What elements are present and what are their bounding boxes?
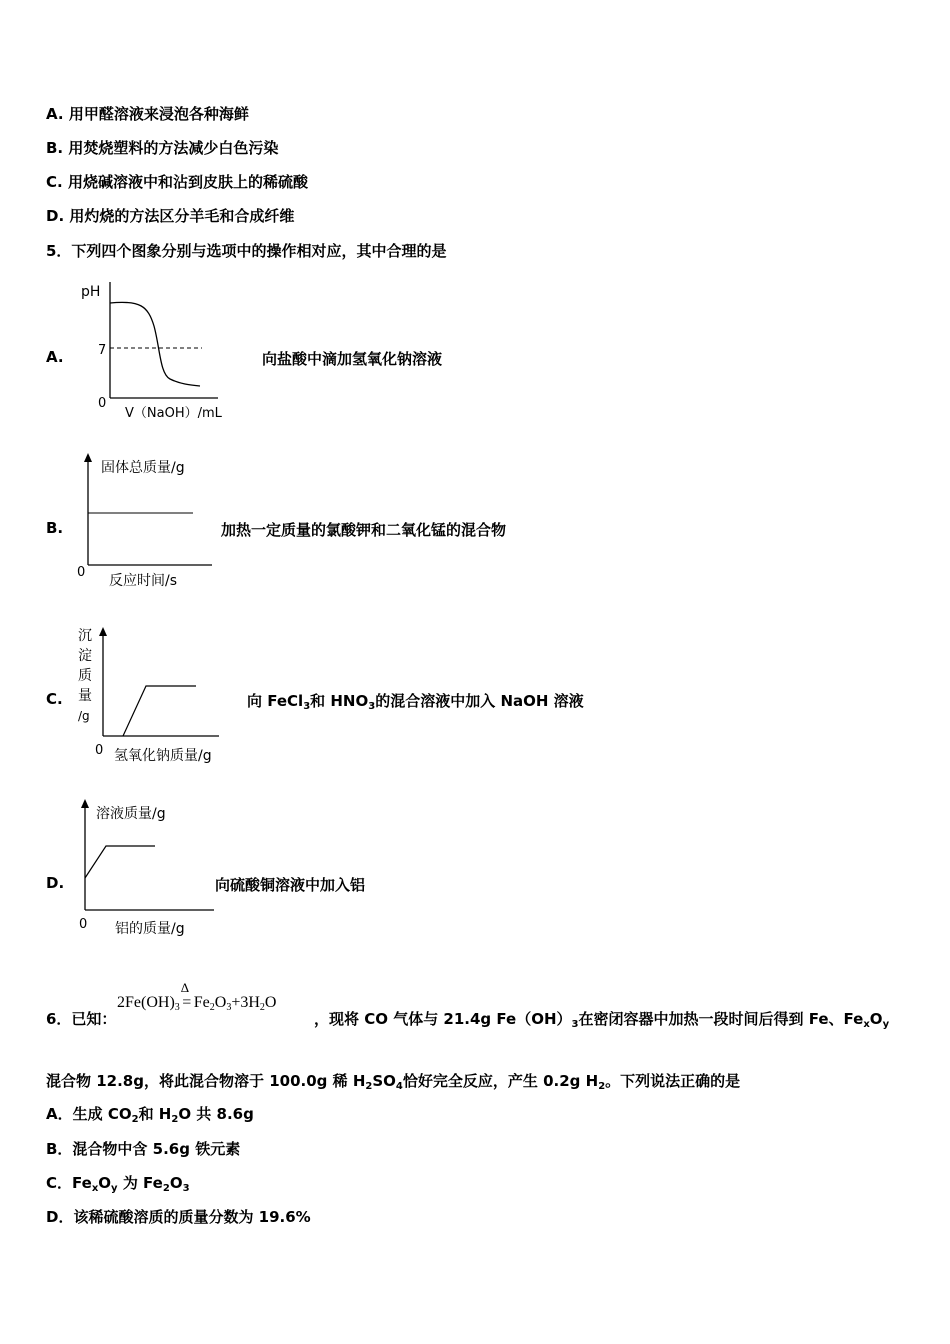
- q5-a-desc: 向盐酸中滴加氢氧化钠溶液: [262, 350, 443, 368]
- q5-c-letter: C.: [46, 690, 63, 708]
- option-part: A．生成 CO: [46, 1105, 132, 1123]
- option-text: 用灼烧的方法区分羊毛和合成纤维: [69, 207, 295, 225]
- eq-condition: Δ: [180, 980, 190, 995]
- option-text: 用烧碱溶液中和沾到皮肤上的稀硫酸: [67, 173, 308, 191]
- option-text: 用焚烧塑料的方法减少白色污染: [68, 139, 279, 157]
- y-axis-arrow: [99, 627, 107, 636]
- eq-part: O: [214, 994, 227, 1011]
- y-axis-arrow: [81, 799, 89, 808]
- q6-equation: [117, 980, 277, 1013]
- eq-arrow: [180, 980, 194, 1012]
- y-axis-arrow: [84, 453, 92, 462]
- q6-stem-line1: [314, 1008, 889, 1030]
- option-letter: C.: [46, 173, 63, 191]
- option-sub: y: [111, 1183, 118, 1194]
- option-letter: A.: [46, 105, 64, 123]
- precipitate-line: [123, 686, 196, 736]
- origin-label: 0: [77, 565, 86, 580]
- stem-part: 混合物 12.8g，将此混合物溶于 100.0g 稀 H: [46, 1072, 366, 1090]
- stem-part: 。下列说法正确的是: [605, 1072, 741, 1090]
- option-part: O: [169, 1174, 183, 1192]
- q6-option-d: D．该稀硫酸溶质的质量分数为 19.6%: [46, 1208, 311, 1226]
- y-label-char-1: 沉: [78, 628, 92, 644]
- y-axis-label: pH: [81, 284, 101, 300]
- eq-sub: 2: [209, 1002, 215, 1013]
- desc-part: 向 FeCl: [247, 692, 304, 710]
- q5-d-graph: [70, 796, 240, 941]
- q5-a-letter: A.: [46, 348, 64, 366]
- stem-sub: x: [863, 1019, 870, 1030]
- option-part: O: [98, 1174, 112, 1192]
- eq-part: Fe: [193, 994, 210, 1011]
- x-axis-label: 氢氧化钠质量/g: [114, 748, 212, 764]
- option-sub: x: [91, 1183, 99, 1194]
- desc-part: 和 HNO: [310, 692, 369, 710]
- q4-option-b: [46, 137, 278, 158]
- q5-b-graph: [70, 452, 240, 592]
- y-axis-label: 溶液质量/g: [96, 806, 166, 822]
- eq-equals: =: [182, 994, 192, 1011]
- option-sub: 3: [182, 1183, 190, 1194]
- stem-part: SO: [372, 1072, 396, 1090]
- option-part: O 共 8.6g: [178, 1105, 254, 1123]
- y-axis-label: 固体总质量/g: [101, 460, 185, 476]
- y-label-char-4: 量: [78, 688, 92, 704]
- eq-sub: 3: [226, 1002, 232, 1013]
- q4-option-a: [46, 103, 249, 124]
- q6-stem-line2: [46, 1070, 740, 1092]
- x-axis-label: 铝的质量/g: [115, 921, 185, 937]
- q6-option-c: [46, 1172, 190, 1194]
- q6-option-b: B．混合物中含 5.6g 铁元素: [46, 1140, 241, 1158]
- q5-c-desc: [247, 690, 584, 712]
- y-label-char-2: 淀: [78, 648, 92, 664]
- desc-sub: 3: [368, 701, 376, 712]
- option-sub: 2: [162, 1183, 170, 1194]
- q5-b-desc: 加热一定质量的氯酸钾和二氧化锰的混合物: [221, 521, 507, 539]
- origin-label: 0: [79, 917, 88, 932]
- eq-sub: 2: [259, 1002, 265, 1013]
- x-axis-label: 反应时间/s: [109, 573, 178, 589]
- option-part: C．Fe: [46, 1174, 92, 1192]
- stem-part: 恰好完全反应，产生 0.2g H: [402, 1072, 599, 1090]
- q5-d-letter: D.: [46, 874, 65, 892]
- stem-sub: 4: [395, 1081, 403, 1092]
- option-letter: B.: [46, 139, 64, 157]
- q4-option-c: [46, 171, 308, 192]
- eq-part: 2Fe(OH): [117, 994, 175, 1011]
- q5-b-letter: B.: [46, 519, 64, 537]
- q4-option-d: [46, 205, 294, 226]
- stem-sub: 2: [365, 1081, 373, 1092]
- desc-sub: 3: [303, 701, 311, 712]
- y-label-char-3: 质: [78, 668, 92, 684]
- stem-part: 在密闭容器中加热一段时间后得到 Fe、Fe: [578, 1010, 864, 1028]
- eq-part: +3H: [231, 994, 260, 1011]
- q5-c-graph: [72, 620, 247, 770]
- y-tick-7: 7: [98, 343, 107, 358]
- stem-sub: 2: [598, 1081, 606, 1092]
- option-part: 为 Fe: [122, 1174, 163, 1192]
- q6-number: 6．已知：: [46, 1010, 117, 1028]
- q5-d-desc: 向硫酸铜溶液中加入铝: [215, 876, 366, 894]
- option-letter: D.: [46, 207, 65, 225]
- ph-curve: [110, 302, 200, 386]
- stem-sub: y: [882, 1019, 890, 1030]
- stem-sub: 3: [571, 1019, 579, 1030]
- option-sub: 2: [171, 1114, 179, 1125]
- option-part: 和 H: [138, 1105, 172, 1123]
- x-axis-label: V（NaOH）/mL: [125, 406, 222, 421]
- option-sub: 2: [131, 1114, 139, 1125]
- eq-part: O: [264, 994, 277, 1011]
- solution-mass-line: [85, 846, 155, 878]
- option-text: 用甲醛溶液来浸泡各种海鲜: [68, 105, 249, 123]
- eq-sub: 3: [174, 1002, 180, 1013]
- q5-stem: 5．下列四个图象分别与选项中的操作相对应，其中合理的是: [46, 242, 447, 260]
- y-label-char-5: /g: [78, 709, 90, 723]
- stem-part: O: [869, 1010, 883, 1028]
- origin-label: 0: [98, 396, 107, 411]
- q6-option-a: [46, 1103, 254, 1125]
- q5-a-graph: [70, 278, 260, 428]
- desc-part: 的混合溶液中加入 NaOH 溶液: [375, 692, 584, 710]
- origin-label: 0: [95, 743, 104, 758]
- stem-part: ，现将 CO 气体与 21.4g Fe（OH）: [314, 1010, 572, 1028]
